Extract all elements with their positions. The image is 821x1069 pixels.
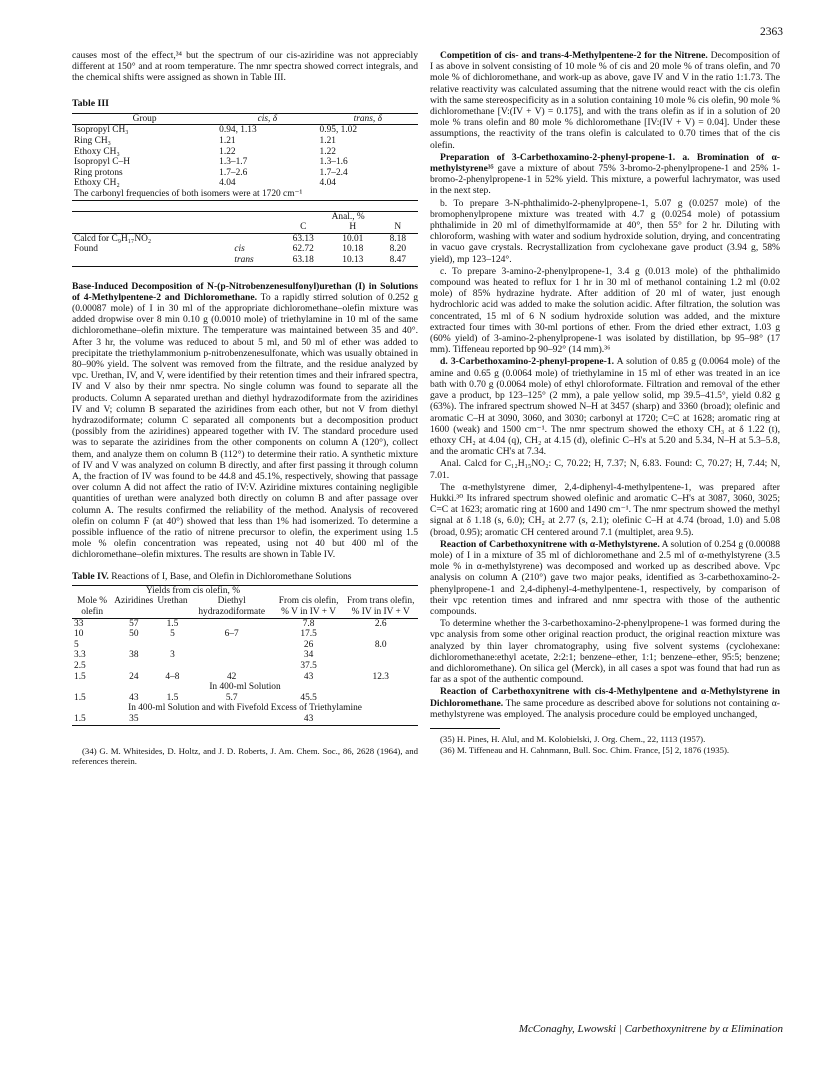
step-d-section [430, 356, 780, 457]
table-row [72, 178, 418, 189]
table-cell [155, 640, 189, 651]
table-row [72, 618, 418, 629]
table-cell: 4–8 [165, 671, 180, 682]
table-cell: 50 [129, 629, 139, 640]
table-cell: 10.18 [342, 244, 364, 255]
table3 [72, 113, 418, 201]
section-heading: Preparation of 3-Carbethoxamino-2-phenyl-propene-1. a. Bromination of α-methylstyrene³⁵ [430, 151, 780, 175]
table-cell: 43 [303, 713, 314, 724]
table-cell: 43 [129, 692, 139, 703]
step-c-paragraph: c. To prepare 3-amino-2-phenylpropene-1, 3.4 g (0.013 mole) of the phthalimido compound was heated to reflux for 1 hr in 30 ml of methanol containing 1.2 ml (0.02 mole) of 85% hydrazine hydrate. After addition of 20 ml of water, just enough hydrochloric acid was added to make the solution acidic. After filtration, the solution was concentrated, 15 ml of 6 N sodium hydroxide solution was added, and the mixture extracted four times with 30-ml portions of ether. From the dried ether extract, 1.03 g (60% yield) of 3-amino-2-phenylpropene-1 was isolated by distillation, bp 95–98° (17 mm). Tiffeneau reported bp 90–92° (14 mm).³⁶ [430, 265, 780, 356]
table4-header: Urethan [157, 596, 188, 607]
table-row [72, 255, 418, 266]
determine-paragraph: To determine whether the 3-carbethoxamino-2-phenylpropene-1 was formed during the vpc analysis from some other original reaction product, the original reaction mixture was analyzed by thin layer chromatography, using five solvent systems (cyclohexane: dichloromethane:ethyl acetate, 2:2:1; benzene–ether, 1:1; benzene–ether, 95:5; benzene; and dichloromethane). On silica gel (Merck), in all cases a spot was found that had run as far as a spot of the authentic compound. [430, 618, 780, 686]
section-text: A solution of 0.254 g (0.00088 mole) of I in a mixture of 35 ml of dichloromethane and 2.5 ml of α-methylstyrene (3.5 mole % in α-methylstyrene) was decomposed and worked up as described above. Vpc analysis on column A (210°) gave two major peaks, identified as 3-carbethoxamino-2-phenylpropene-1 and 2,4-diphenyl-4-methylpentene-1, respectively, by comparison of their vpc retention times and infrared and nmr spectra with those of the authentic compounds. [430, 538, 780, 617]
table-row [72, 650, 418, 661]
section-heading: Base-Induced Decomposition of N-(p-Nitrobenzenesulfonyl)urethan (I) in Solutions of 4-Methylpentene-2 and Dichloromethane. [72, 280, 418, 303]
section-text: gave a mixture of about 75% 3-bromo-2-phenylpropene-1 and 25% 1-bromo-2-phenylpropene-1 in 52% yield. This mixture, a powerful lachrymator, was used in the next step. [430, 163, 780, 197]
table-cell: 1.21 [219, 136, 236, 146]
table4-header: From trans olefin, % IV in IV + V [346, 596, 415, 617]
table-row [72, 714, 418, 725]
table-cell: Ring CH₃ [74, 136, 111, 146]
section-text: A solution of 0.85 g (0.0064 mole) of the amine and 0.65 g (0.0064 mole) of triethylamine in 15 ml of ether was treated in an ice bath with 0.70 g (0.0064 mole) of ethyl chloroformate. Filtration and removal of the ether gave a product, bp 123–125° (2 mm), a pale yellow solid, mp 39.5–41.5°, yield 0.82 g (63%). The infrared spectrum showed N–H at 3457 (sharp) and 3360 (broad); olefinic and aromatic C–H at 3090, 3060, and 3030; carbonyl at 1720; C=C at 1628; aromatic ring at 1600 (weak) and 1500 cm⁻¹. The nmr spectrum showed the ethoxy CH₃ at δ 1.22 (t), ethoxy CH₂ at 4.04 (q), CH₂ at 4.15 (d), olefinic C–H's at 5.20 and 5.34, N–H at 5.3–5.8, and the aromatic CH's at 7.34. [430, 356, 780, 458]
table-cell [112, 661, 155, 672]
table-cell: 45.5 [300, 692, 317, 703]
intro-paragraph: causes most of the effect,³⁴ but the spectrum of our cis-aziridine was not appreciably different at 150° and at room temperature. The nmr spectra showed correct integrals, and the chemical shifts were assigned as shown in Table III. [72, 50, 418, 84]
table-row [72, 168, 418, 179]
table-cell: 1.7–2.6 [219, 167, 248, 178]
table-cell: 1.22 [219, 146, 236, 157]
step-b-paragraph: b. To prepare 3-N-phthalimido-2-phenylpropene-1, 5.07 g (0.0257 mole) of the bromophenylpropene mixture was treated with 4.7 g (0.0254 mole) of potassium phthalimide in 20 ml of dimethylformamide at 40°, then 55° for 2 hr. Diluting with chloroform, washing with water and sodium hydroxide solution, drying, and concentrating in vacuo gave crystals. Recrystallization from cyclohexane gave product (3.94 g, 58% yield), mp 123–124°. [430, 197, 780, 265]
table-row [72, 233, 418, 244]
table-cell: 1.3–1.7 [219, 157, 248, 168]
table-cell: 5.7 [225, 692, 238, 703]
table-cell [190, 640, 274, 651]
table3-header: trans, δ [353, 113, 382, 124]
table-cell: 10.13 [342, 254, 364, 265]
table-cell: Calcd for C₉H₁₇NO₂ [74, 233, 152, 244]
table-cell: 8.20 [389, 244, 407, 255]
table4-subheading: In 400-ml Solution and with Fivefold Excess of Triethylamine [128, 703, 362, 714]
table3-title: Table III [72, 97, 109, 109]
table-cell [190, 650, 274, 661]
table-cell: Found [74, 244, 98, 255]
table-cell: 2.5 [74, 660, 86, 671]
preparation-section [430, 152, 780, 197]
competition-section [430, 50, 780, 151]
table-cell: Ring protons [74, 167, 123, 178]
table-cell [343, 629, 418, 640]
table-row [72, 157, 418, 168]
table-cell: 1.3–1.6 [319, 157, 348, 168]
analysis-header: C [300, 222, 307, 233]
table-cell: 43 [303, 671, 314, 682]
table-row [72, 672, 418, 683]
table3-header: Group [132, 113, 157, 124]
table-cell: trans [234, 254, 254, 265]
section-heading: Competition of cis- and trans-4-Methylpentene-2 for the Nitrene. [440, 50, 708, 61]
table-cell: 10.01 [342, 233, 364, 244]
base-section [72, 281, 418, 561]
table-cell: 1.22 [319, 146, 336, 157]
table-cell: 26 [303, 639, 314, 650]
table-row [72, 640, 418, 651]
reaction2-section [430, 686, 780, 720]
table-cell: 10 [74, 629, 84, 640]
table4-span-header: Yields from cis olefin, % [146, 585, 241, 596]
table-cell: 5 [74, 639, 79, 650]
table-cell: 1.7–2.4 [319, 167, 348, 178]
table-cell [112, 640, 155, 651]
table-cell: Ethoxy CH₂ [74, 178, 120, 189]
table-cell [155, 661, 189, 672]
dimer-paragraph: The α-methylstyrene dimer, 2,4-diphenyl-4-methylpentene-1, was prepared after Hukki.³⁰ Its infrared spectrum showed olefinic and aromatic C–H's at 3087, 3060, 3025; C=C at 1623; aromatic ring at 1600 and 1490 cm⁻¹. The nmr spectrum showed the methyl signal at δ 1.18 (s, 6.0); CH₂ at 2.77 (s, 2.1); olefinic C–H at 4.74 (broad, 1.0) and 5.08 (broad, 0.95); aromatic CH centered around 7.1 (multiplet, area 9.5). [430, 481, 780, 538]
analysis-header: H [349, 222, 357, 233]
table-cell: 34 [303, 650, 314, 661]
table-cell [190, 661, 274, 672]
table-cell: 8.47 [389, 254, 407, 265]
table-cell: 17.5 [300, 629, 317, 640]
section-text: Decomposition of I as above in solvent consisting of 10 mole % of cis and 20 mole % of trans olefin, and 70 mole % of dichloromethane, and work-up as above, gave IV and V in the ratio 1:1.73. The relative reactivity was calculated assuming that the nitrene would react with the cis olefin with the same stereospecificity as in a solution containing 10 mole % cis olefin, 90 mole % dichloromethane [V:(IV + V) = 0.175], and with the trans olefin as if in a solution of 20 mole % trans olefin and 80 mole % dichloromethane [IV:(IV + V) = 0.04]. Under these assumptions, the reactivity of the trans olefin is calculated to 0.70 times that of the cis olefin. [430, 50, 780, 151]
table-cell: 33 [74, 618, 84, 629]
left-column [72, 50, 418, 767]
table-row [72, 661, 418, 672]
table-cell [232, 233, 278, 244]
table-cell: 3.3 [74, 650, 86, 661]
footnote-divider [430, 728, 500, 729]
page-number: 2363 [760, 26, 783, 38]
table-cell: 42 [226, 671, 237, 682]
analysis-header: N [394, 222, 402, 233]
table4 [72, 585, 418, 726]
table-cell: 57 [129, 618, 139, 629]
table-cell: 1.5 [166, 618, 179, 629]
table-cell: Ethoxy CH₃ [74, 146, 120, 157]
table-cell: 37.5 [300, 660, 317, 671]
table-row [72, 125, 418, 136]
table-cell [343, 650, 418, 661]
table-cell: 8.0 [374, 639, 387, 650]
table-row [72, 244, 418, 255]
table-row [72, 136, 418, 147]
footnotes-left [72, 746, 418, 766]
table-cell [343, 693, 418, 704]
footnote: (34) G. M. Whitesides, D. Holtz, and J. D. Roberts, J. Am. Chem. Soc., 86, 2628 (1964), and references therein. [72, 745, 418, 766]
table-cell: 6–7 [224, 629, 239, 640]
section-text: To a rapidly stirred solution of 0.252 g (0.00087 mole) of I in 30 ml of the appropriate dichloromethane–olefin mixture was added dropwise over 8 min 0.10 g (0.0010 mole) of triethylamine in 10 ml of the same dichloromethane–olefin mixture. The temperature was maintained between 35 and 40°. After 3 hr, the volume was reduced to about 5 ml, and 50 ml of ether was added to precipitate the triethylammonium p-nitrobenzenesulfonate, which was usually obtained in 80–90% yield. The solvent was removed from the filtrate, and the residue analyzed by vpc. Urethan, IV, and V, were identified by their retention times and their infrared spectra, IV and V also by their nmr spectra. No single column was found to separate all the products. Column A separated urethan and diethyl hydrazodiformate from the aziridines IV and V; column B separated the aziridines from each other, but not V from diethyl hydrazodiformate; column C separated all components but a decomposition product (possibly from the aziridines) appeared together with IV. The standard procedure used was to separate the aziridines from the other components on column A (120°), collect them, and analyze them on column B (112°) to determine their ratio. A synthetic mixture of IV and V was analyzed on column B directly, and after first passing it through column A, the fraction of IV was found to be 44.8 and 45.1%, respectively, showing that passage over column A did not affect the ratio of IV:V. Aziridine mixtures containing negligible quantities of urethan were analyzed both directly on column B and after passage over column A. The results confirmed the reliability of the method. Analysis of recovered olefin on column F (at 40°) showed that less than 1% had isomerized. To determine a possible influence of the ratio of nitrene precursor to olefin, the experiment using 1.5 mole % olefin concentration was repeated, using not 40 but 400 ml of the dichloromethane–olefin mixtures. The results are shown in Table IV. [72, 291, 419, 561]
section-heading: Reaction of Carbethoxynitrene with α-Methylstyrene. [440, 538, 660, 550]
table-cell: 2.6 [374, 618, 387, 629]
section-heading: Reaction of Carbethoxynitrene with cis-4-Methylpentene and α-Methylstyrene in Dichloromethane. [430, 686, 780, 709]
table-cell: 1.5 [74, 692, 86, 703]
table-cell [72, 255, 232, 266]
table-cell: 4.04 [319, 178, 336, 189]
table4-header: Aziridines [114, 596, 154, 607]
table-cell: 7.8 [302, 618, 315, 629]
analysis-line: Anal. Calcd for C₁₂H₁₅NO₂: C, 70.22; H, 7.37; N, 6.83. Found: C, 70.27; H, 7.44; N, 7.01. [430, 458, 780, 481]
right-column [430, 50, 780, 756]
table-cell: 24 [129, 671, 139, 682]
analysis-table [72, 211, 418, 267]
table3-header: cis, δ [257, 113, 278, 124]
table-cell: 63.18 [292, 254, 314, 265]
analysis-group-label: Anal., % [331, 211, 365, 222]
table-row [72, 693, 418, 704]
table-row [72, 147, 418, 158]
section-text: The same procedure as described above for solutions not containing α-methylstyrene was employed. The analysis procedure could be employed unchanged, [430, 697, 781, 720]
running-footer: McConaghy, Lwowski | Carbethoxynitrene by α Elimination [518, 1023, 783, 1035]
table-cell: 38 [129, 650, 139, 661]
table-cell: 5 [170, 629, 175, 640]
table-cell [343, 661, 418, 672]
table-cell [343, 714, 418, 725]
table4-header: Mole % olefin [77, 596, 108, 617]
table-cell: 0.95, 1.02 [319, 125, 358, 136]
table-cell: 35 [129, 713, 139, 724]
footnote: (36) M. Tiffeneau and H. Cahnmann, Bull. Soc. Chim. France, [5] 2, 1876 (1935). [440, 745, 730, 756]
table-cell: 4.04 [219, 178, 236, 189]
footnote: (35) H. Pines, H. Alul, and M. Kolobielski, J. Org. Chem., 22, 1113 (1957). [440, 733, 706, 744]
table-cell: 63.13 [292, 233, 314, 244]
table4-subheading: In 400-ml Solution [209, 682, 281, 693]
table-cell: Isopropyl C–H [74, 157, 130, 168]
table4-header: Diethyl hydrazodiformate [198, 596, 265, 617]
reaction-section [430, 539, 780, 617]
table3-note: The carbonyl frequencies of both isomers were at 1720 cm⁻¹ [74, 188, 303, 199]
footnotes-right [430, 734, 780, 755]
table-cell [190, 618, 274, 629]
table4-header: From cis olefin, % V in IV + V [278, 596, 339, 617]
table-cell: Isopropyl CH₃ [74, 125, 129, 136]
table-cell: 8.18 [389, 233, 407, 244]
table-cell: 1.5 [166, 692, 179, 703]
table4-title: Table IV. [72, 570, 109, 582]
table-cell: 0.94, 1.13 [219, 125, 257, 136]
table-cell: 3 [170, 650, 175, 661]
table4-caption-text: Reactions of I, Base, and Olefin in Dichloromethane Solutions [111, 570, 352, 582]
table-cell: cis [234, 244, 245, 255]
table-cell: 62.72 [292, 244, 314, 255]
table-cell [155, 714, 189, 725]
section-heading: d. 3-Carbethoxamino-2-phenyl-propene-1. [440, 356, 615, 368]
table-cell: 12.3 [372, 671, 389, 682]
table-cell: 1.5 [74, 713, 86, 724]
table-cell: 1.21 [319, 136, 336, 146]
table-cell: 1.5 [74, 671, 86, 682]
table-row [72, 629, 418, 640]
table4-caption [72, 571, 418, 582]
table-cell [190, 714, 274, 725]
